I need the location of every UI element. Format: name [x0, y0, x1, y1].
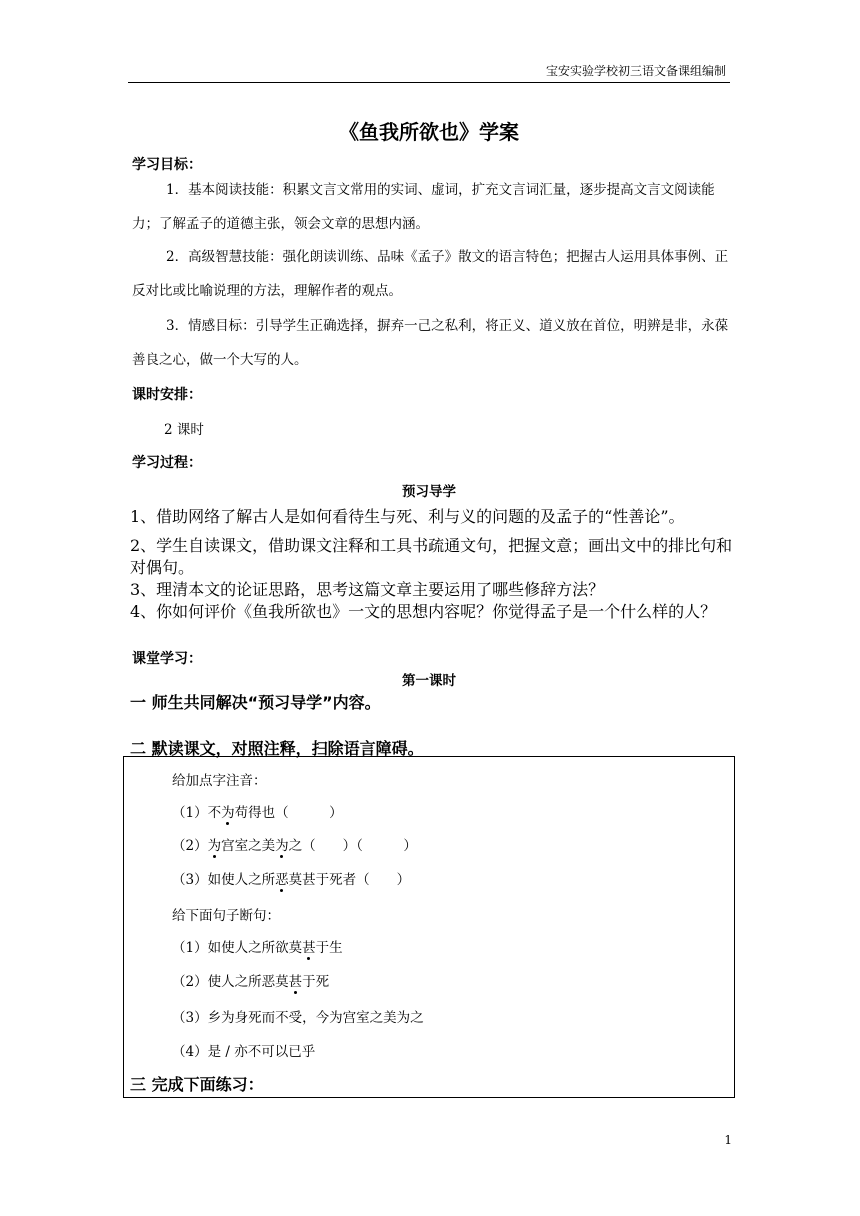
schedule-heading: 课时安排： [132, 387, 202, 403]
step-1: 一 师生共同解决“预习导学”内容。 [130, 693, 381, 712]
punct-item-3: （3）乡为身死而不受，今为宫室之美为之 [172, 1010, 424, 1026]
process-heading: 学习过程： [132, 455, 202, 471]
punct-heading: 给下面句子断句： [172, 908, 280, 924]
preview-item-2: 2、学生自读课文，借助课文注释和工具书疏通文句，把握文意；画出文中的排比句和对偶句。 [130, 536, 733, 577]
punct-item-1: （1）如使人之所欲莫甚于生 [172, 940, 343, 956]
preview-item-1: 1、借助网络了解古人是如何看待生与死、利与义的问题的及孟子的“性善论”。 [130, 507, 685, 526]
page-number: 1 [724, 1133, 732, 1147]
goals-heading: 学习目标： [132, 157, 202, 173]
punct-item-2: （2）使人之所恶莫甚于死 [172, 974, 330, 990]
pinyin-heading: 给加点字注音： [172, 773, 267, 789]
preview-heading: 预习导学 [402, 484, 456, 500]
header-rule [128, 82, 730, 83]
goal-2: 2．高级智慧技能：强化朗读训练、品味《孟子》散文的语言特色；把握古人运用具体事例、正反对比或比喻说理的方法，理解作者的观点。 [132, 249, 729, 299]
schedule-value: 2 课时 [164, 422, 204, 438]
pinyin-item-3: （3）如使人之所恶莫甚于死者（ ） [172, 872, 411, 888]
pinyin-item-2: （2）为宫室之美为之（ ）（ ） [172, 838, 417, 854]
dotted-char: 为 [221, 805, 235, 821]
header-org: 宝安实验学校初三语文备课组编制 [545, 64, 726, 78]
preview-item-3: 3、理清本文的论证思路，思考这篇文章主要运用了哪些修辞方法？ [130, 580, 605, 599]
lesson-heading: 第一课时 [402, 673, 456, 689]
dotted-char: 恶 [275, 872, 289, 888]
dotted-char: 甚 [288, 974, 303, 990]
dotted-char: 为 [275, 838, 289, 854]
classroom-heading: 课堂学习： [132, 651, 202, 667]
pinyin-item-1: （1）不为苟得也（ ） [172, 805, 343, 821]
goal-3: 3．情感目标：引导学生正确选择，摒弃一己之私利，将正义、道义放在首位，明辨是非，永葆善良之心，做一个大写的人。 [132, 318, 729, 368]
step-3: 三 完成下面练习： [130, 1075, 264, 1094]
preview-item-4: 4、你如何评价《鱼我所欲也》一文的思想内容呢？你觉得孟子是一个什么样的人？ [130, 602, 717, 621]
dotted-char: 为 [207, 838, 222, 854]
punct-item-4: （4）是 / 亦不可以已乎 [172, 1044, 316, 1060]
goal-1: 1．基本阅读技能：积累文言文常用的实词、虚词，扩充文言词汇量，逐步提高文言文阅读能力；了解孟子的道德主张，领会文章的思想内涵。 [132, 182, 715, 232]
doc-title: 《鱼我所欲也》学案 [339, 120, 519, 144]
step-2: 二 默读课文，对照注释，扫除语言障碍。 [130, 739, 424, 758]
dotted-char: 甚 [302, 940, 316, 956]
